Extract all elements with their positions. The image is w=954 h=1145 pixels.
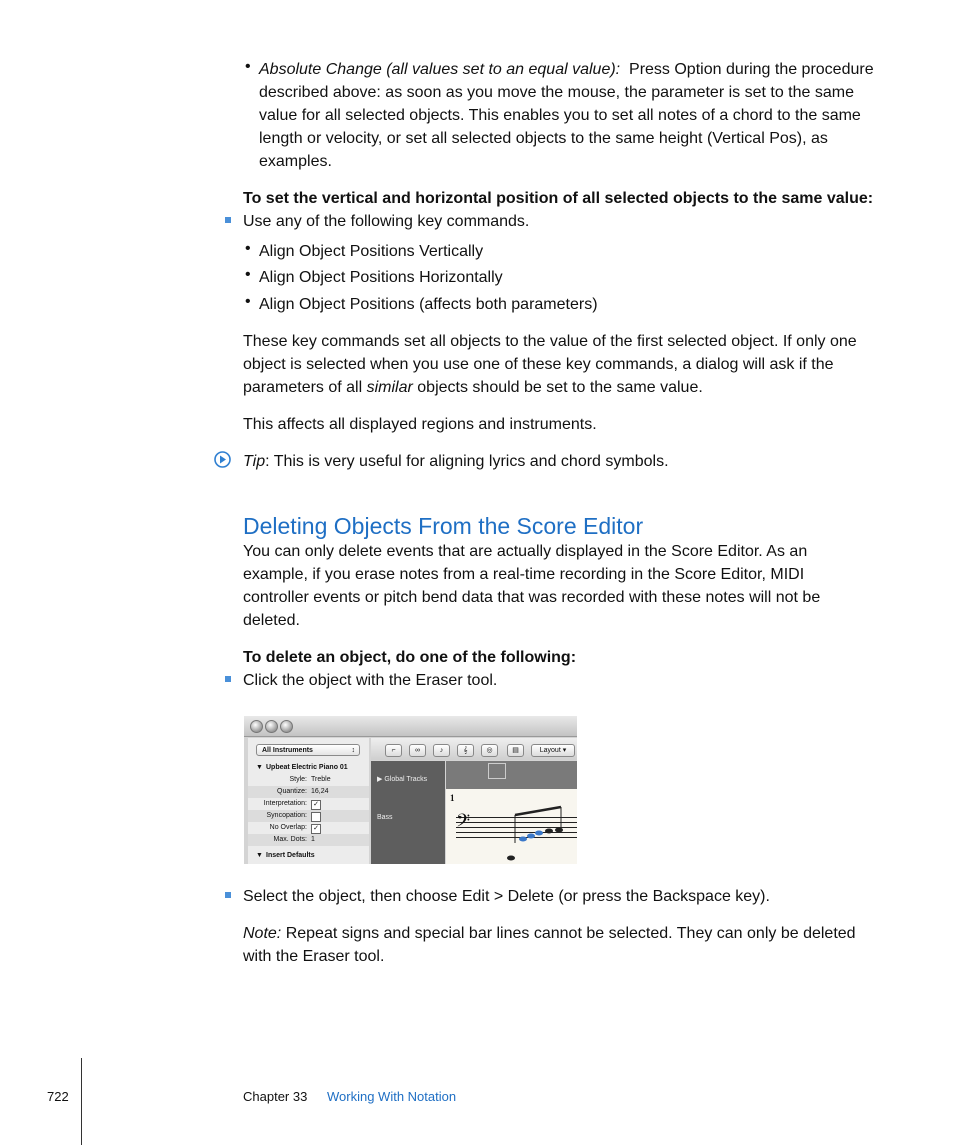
bullet-text: described above: as soon as you move the mouse, the parameter is set to the same (259, 84, 854, 101)
checkbox[interactable] (311, 812, 321, 822)
zoom-button[interactable] (280, 720, 293, 733)
step-text: Click the object with the Eraser tool. (243, 672, 498, 689)
param-quantize: Quantize: 16,24 (248, 786, 369, 798)
region-header[interactable]: ▼ Upbeat Electric Piano 01 (256, 764, 348, 771)
bullet-dot: • (245, 293, 251, 310)
bar-ruler (446, 761, 577, 789)
instrument-selector[interactable]: All Instruments ↕ (256, 744, 360, 756)
view-icon[interactable]: ◎ (481, 744, 498, 757)
footer-chapter: Chapter 33 (243, 1089, 308, 1104)
clef-icon[interactable]: 𝄞 (457, 744, 474, 757)
paragraph-line: You can only delete events that are actually displayed in the Score Editor. As an (243, 543, 808, 560)
bass-clef-icon: 𝄢 (456, 811, 471, 836)
checkbox[interactable]: ✓ (311, 800, 321, 810)
key-command: Align Object Positions Horizontally (259, 269, 503, 286)
footer-chapter-title: Working With Notation (327, 1089, 457, 1104)
bullet-text: length or velocity, or set all selected objects to the same height (Vertical Pos), as (259, 130, 828, 147)
window-titlebar (244, 716, 577, 737)
tip-arrow-icon (214, 451, 231, 468)
minimize-button[interactable] (265, 720, 278, 733)
step-square-icon (225, 217, 231, 223)
bar-number: 1 (450, 793, 455, 803)
section-title: Deleting Objects From the Score Editor (243, 513, 644, 539)
paragraph-line: example, if you erase notes from a real-time recording in the Score Editor, MIDI (243, 566, 805, 583)
task-heading: To delete an object, do one of the following: (243, 649, 577, 666)
global-tracks-label[interactable]: ▶ Global Tracks (377, 776, 428, 783)
paragraph-line: parameters of all similar objects should be set to the same value. (243, 379, 703, 396)
note-paragraph: Note: Repeat signs and special bar lines cannot be selected. They can only be deleted with the Eraser tool. (243, 925, 856, 965)
close-button[interactable] (250, 720, 263, 733)
track-list (371, 761, 445, 864)
link-icon[interactable]: ∞ (409, 744, 426, 757)
track-name: Bass (377, 814, 393, 821)
param-max-dots: Max. Dots: 1 (248, 834, 369, 846)
note-icon[interactable]: ♪ (433, 744, 450, 757)
param-style: Style: Treble (289, 776, 331, 783)
tool-button[interactable]: ⌐ (385, 744, 402, 757)
paragraph: This affects all displayed regions and instruments. (243, 416, 597, 433)
playhead-marker[interactable] (488, 763, 506, 779)
layout-button[interactable]: Layout ▾ (531, 744, 575, 757)
step-square-icon (225, 892, 231, 898)
score-editor-screenshot (244, 716, 577, 864)
step-text: Select the object, then choose Edit > Delete (or press the Backspace key). (243, 888, 770, 905)
paragraph-line: These key commands set all objects to the value of the first selected object. If only one (243, 333, 857, 350)
inspector-sidebar (248, 738, 369, 864)
task-heading: To set the vertical and horizontal position of all selected objects to the same value: (243, 190, 874, 207)
param-syncopation: Syncopation: (248, 810, 369, 822)
bullet-dot: • (245, 240, 251, 257)
bullet-absolute-change (259, 58, 879, 173)
bullet-text: examples. (259, 153, 332, 170)
footer-divider (81, 1058, 82, 1145)
score-toolbar (371, 738, 577, 760)
paragraph-line: object is selected when you use one of these key commands, a dialog will ask if the (243, 356, 834, 373)
bullet-dot: • (245, 266, 251, 283)
tip-text: Tip: This is very useful for aligning lyrics and chord symbols. (243, 453, 669, 470)
bullet-dot: • (245, 58, 251, 75)
bullet-text: Press Option during the procedure (629, 61, 874, 78)
key-command: Align Object Positions (affects both parameters) (259, 296, 598, 313)
paragraph-line: controller events or pitch bend data that was recorded with these notes will not be (243, 589, 821, 606)
step-text: Use any of the following key commands. (243, 213, 530, 230)
bullet-text: value for all selected objects. This enables you to set all notes of a chord to the same (259, 107, 861, 124)
param-interpretation: Interpretation: ✓ (248, 798, 369, 810)
staff-area (446, 789, 577, 864)
section-paragraph (243, 540, 883, 632)
bullet-lead: Absolute Change (all values set to an equal value): (259, 61, 621, 78)
page-number: 722 (47, 1089, 69, 1104)
selected-notes[interactable] (501, 803, 577, 863)
insert-defaults-header[interactable]: ▼ Insert Defaults (256, 852, 315, 859)
checkbox[interactable]: ✓ (311, 824, 321, 834)
step-square-icon (225, 676, 231, 682)
paragraph (243, 330, 883, 399)
param-no-overlap: No Overlap: ✓ (248, 822, 369, 834)
paragraph-line: deleted. (243, 612, 300, 629)
score-icon[interactable]: ▤ (507, 744, 524, 757)
key-command: Align Object Positions Vertically (259, 243, 484, 260)
